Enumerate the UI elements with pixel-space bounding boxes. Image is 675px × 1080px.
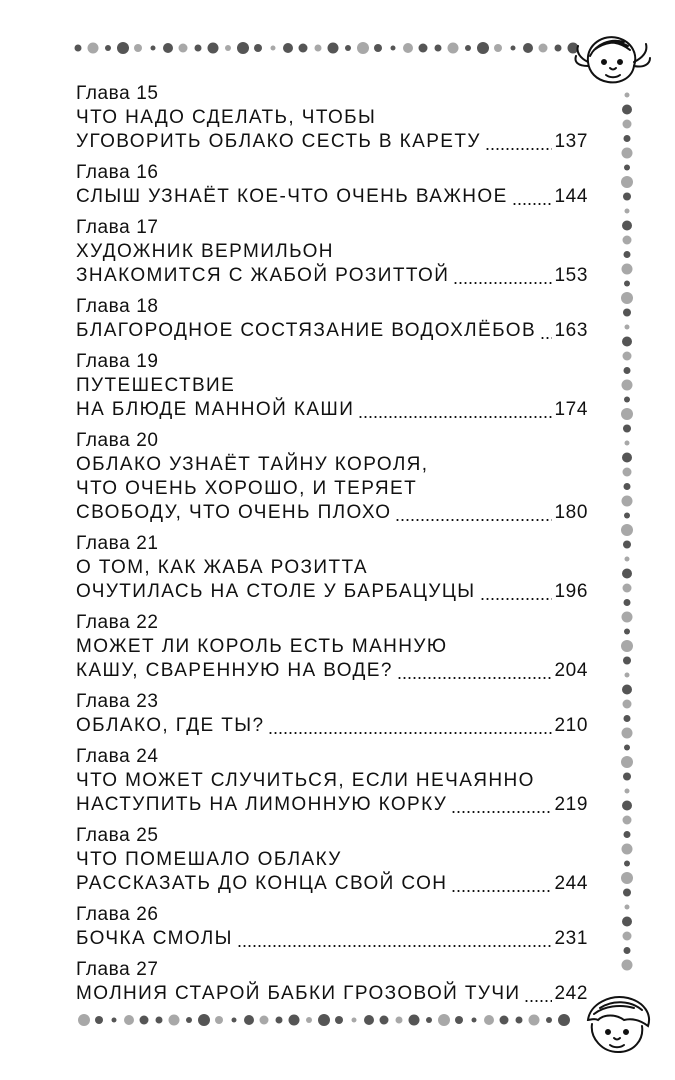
page-number: 137	[554, 131, 588, 152]
border-dot	[232, 1018, 237, 1023]
chapter-title-text: БЛАГОРОДНОЕ СОСТЯЗАНИЕ ВОДОХЛЁБОВ	[76, 320, 537, 341]
border-dot	[624, 715, 631, 722]
boy-face-icon	[580, 990, 660, 1060]
border-dot	[622, 264, 633, 275]
border-dot	[558, 1014, 570, 1026]
border-dot	[625, 905, 630, 910]
border-dot	[380, 1016, 389, 1025]
border-dot	[419, 44, 428, 53]
chapter-label: Глава 15	[76, 83, 159, 104]
border-dot	[306, 1017, 312, 1023]
border-dot	[621, 756, 633, 768]
border-dot	[124, 1015, 134, 1025]
border-dot	[105, 45, 111, 51]
chapter-title-text: НА БЛЮДЕ МАННОЙ КАШИ	[76, 399, 355, 420]
chapter-title-line-with-page	[76, 185, 588, 209]
border-dot	[208, 43, 219, 54]
border-dot	[622, 960, 633, 971]
toc-entry	[76, 295, 588, 343]
border-dot	[455, 1016, 463, 1024]
chapter-title-text: СВОБОДУ, ЧТО ОЧЕНЬ ПЛОХО	[76, 502, 392, 523]
border-dot	[352, 1018, 357, 1023]
border-dot	[624, 831, 631, 838]
border-dot	[225, 45, 231, 51]
border-dot	[624, 745, 630, 751]
border-dot	[345, 45, 351, 51]
page-number: 204	[554, 660, 588, 681]
border-dot	[477, 42, 489, 54]
border-dot	[299, 44, 308, 53]
border-dot	[156, 1017, 163, 1024]
page-number: 231	[554, 928, 588, 949]
chapter-title-text: НАСТУПИТЬ НА ЛИМОННУЮ КОРКУ	[76, 794, 448, 815]
chapter-title-line-with-page	[76, 982, 588, 1006]
border-dot	[289, 1015, 300, 1026]
border-dot	[624, 947, 631, 954]
border-dot	[315, 45, 322, 52]
chapter-title-line-with-page	[76, 872, 588, 896]
border-dot	[140, 1016, 149, 1025]
toc-entry	[76, 824, 588, 896]
border-dot	[78, 1014, 90, 1026]
border-dot	[254, 44, 262, 52]
border-dot	[623, 309, 631, 317]
toc-entry	[76, 82, 588, 154]
border-dot	[625, 325, 630, 330]
border-dot	[335, 1016, 343, 1024]
border-dot	[624, 397, 630, 403]
border-dot	[623, 352, 632, 361]
toc-entry	[76, 216, 588, 288]
dot-leader	[451, 811, 552, 813]
border-dot	[622, 612, 633, 623]
border-dot	[195, 45, 202, 52]
border-dot	[396, 1017, 403, 1024]
border-dot	[357, 42, 369, 54]
border-dot	[511, 46, 516, 51]
border-dot	[624, 629, 630, 635]
border-dot	[623, 193, 631, 201]
dot-leader	[395, 519, 552, 521]
chapter-label: Глава 23	[76, 691, 159, 712]
page-number: 180	[554, 502, 588, 523]
dot-leader	[540, 337, 552, 339]
chapter-title-line-with-page	[76, 501, 588, 525]
border-dot	[318, 1014, 330, 1026]
toc-entry	[76, 429, 588, 525]
toc-entry	[76, 611, 588, 683]
chapter-title-line: ЧТО МОЖЕТ СЛУЧИТЬСЯ, ЕСЛИ НЕЧАЯННО	[76, 770, 535, 791]
border-dot	[95, 1016, 103, 1024]
border-dot	[364, 1015, 374, 1025]
border-dot	[112, 1018, 117, 1023]
border-dot	[198, 1014, 210, 1026]
border-dot	[621, 872, 633, 884]
border-dot	[623, 816, 632, 825]
chapter-title-text: МОЛНИЯ СТАРОЙ БАБКИ ГРОЗОВОЙ ТУЧИ	[76, 983, 521, 1004]
dot-leader	[453, 282, 552, 284]
chapter-label: Глава 20	[76, 430, 159, 451]
dot-leader	[237, 945, 553, 947]
chapter-title-text: ОБЛАКО, ГДЕ ТЫ?	[76, 715, 265, 736]
border-dot	[391, 46, 396, 51]
border-dot	[622, 453, 632, 463]
border-dot	[621, 640, 633, 652]
chapter-title-line: ЧТО ОЧЕНЬ ХОРОШО, И ТЕРЯЕТ	[76, 478, 418, 499]
border-dot	[622, 917, 632, 927]
chapter-title-line-with-page	[76, 398, 588, 422]
border-dot	[624, 483, 631, 490]
border-dot	[529, 1015, 540, 1026]
border-dot	[260, 1016, 269, 1025]
border-dot	[623, 468, 632, 477]
border-dot	[237, 42, 249, 54]
border-dot	[435, 45, 442, 52]
dot-leader	[524, 1000, 552, 1002]
chapter-title-text: УГОВОРИТЬ ОБЛАКО СЕСТЬ В КАРЕТУ	[76, 131, 481, 152]
border-dot	[546, 1017, 552, 1023]
border-dot	[622, 337, 632, 347]
border-dot	[283, 43, 293, 53]
chapter-label: Глава 25	[76, 825, 159, 846]
page-number: 144	[554, 186, 588, 207]
chapter-label: Глава 18	[76, 296, 159, 317]
border-dot	[622, 569, 632, 579]
border-dot	[215, 1016, 223, 1024]
border-dot	[624, 251, 631, 258]
border-dot	[88, 43, 99, 54]
border-dot	[625, 441, 630, 446]
border-dot	[555, 45, 562, 52]
border-dot	[186, 1017, 192, 1023]
chapter-label: Глава 16	[76, 162, 159, 183]
border-dot	[625, 209, 630, 214]
border-dot	[623, 932, 632, 941]
border-dot	[623, 425, 631, 433]
border-dot	[621, 408, 633, 420]
chapter-title-line-with-page	[76, 130, 588, 154]
border-dot	[621, 176, 633, 188]
chapter-title-line-with-page	[76, 714, 588, 738]
border-dot	[622, 221, 632, 231]
border-dot	[426, 1017, 432, 1023]
border-dot	[622, 844, 633, 855]
border-dot	[623, 773, 631, 781]
chapter-title-text: ОЧУТИЛАСЬ НА СТОЛЕ У БАРБАЦУЦЫ	[76, 581, 476, 602]
border-dot	[374, 44, 382, 52]
page-number: 153	[554, 265, 588, 286]
border-dot	[169, 1015, 180, 1026]
border-dot	[623, 889, 631, 897]
border-dot	[523, 43, 533, 53]
chapter-title-text: КАШУ, СВАРЕННУЮ НА ВОДЕ?	[76, 660, 393, 681]
border-dot	[472, 1018, 477, 1023]
border-dot	[75, 45, 82, 52]
border-dot	[624, 861, 630, 867]
border-dot	[623, 584, 632, 593]
border-dot	[624, 599, 631, 606]
table-of-contents	[76, 82, 588, 1013]
border-dot	[117, 42, 129, 54]
border-dot	[179, 44, 188, 53]
chapter-title-line: ОБЛАКО УЗНАЁТ ТАЙНУ КОРОЛЯ,	[76, 454, 429, 475]
chapter-label: Глава 22	[76, 612, 159, 633]
border-dot	[623, 657, 631, 665]
chapter-title-line: ЧТО НАДО СДЕЛАТЬ, ЧТОБЫ	[76, 107, 377, 128]
border-dot	[622, 728, 633, 739]
chapter-title-line-with-page	[76, 580, 588, 604]
toc-entry	[76, 161, 588, 209]
chapter-label: Глава 17	[76, 217, 159, 238]
toc-entry	[76, 690, 588, 738]
page-number: 174	[554, 399, 588, 420]
page-number: 210	[554, 715, 588, 736]
dot-leader	[358, 416, 552, 418]
border-dot	[276, 1017, 283, 1024]
border-dot	[623, 236, 632, 245]
chapter-title-text: БОЧКА СМОЛЫ	[76, 928, 233, 949]
chapter-title-line: МОЖЕТ ЛИ КОРОЛЬ ЕСТЬ МАННУЮ	[76, 636, 448, 657]
border-dot	[328, 43, 339, 54]
border-dot	[500, 1016, 509, 1025]
toc-entry	[76, 958, 588, 1006]
border-dot	[622, 685, 632, 695]
chapter-label: Глава 21	[76, 533, 159, 554]
border-dot	[622, 496, 633, 507]
chapter-title-line: О ТОМ, КАК ЖАБА РОЗИТТА	[76, 557, 368, 578]
border-dot	[623, 541, 631, 549]
border-dot	[163, 43, 173, 53]
page-number: 196	[554, 581, 588, 602]
chapter-title-text: ЗНАКОМИТСЯ С ЖАБОЙ РОЗИТТОЙ	[76, 265, 450, 286]
chapter-title-line: ЧТО ПОМЕШАЛО ОБЛАКУ	[76, 849, 342, 870]
page-number: 244	[554, 873, 588, 894]
chapter-title-line-with-page	[76, 927, 588, 951]
dot-leader	[485, 148, 553, 150]
border-dot	[624, 513, 630, 519]
dot-leader	[397, 677, 553, 679]
chapter-title-text: СЛЫШ УЗНАЁТ КОЕ-ЧТО ОЧЕНЬ ВАЖНОЕ	[76, 186, 508, 207]
border-dot	[516, 1017, 523, 1024]
page-number: 163	[554, 320, 588, 341]
chapter-title-line-with-page	[76, 793, 588, 817]
chapter-title-line-with-page	[76, 319, 588, 343]
toc-entry	[76, 532, 588, 604]
border-dot	[539, 44, 548, 53]
border-dot	[621, 524, 633, 536]
border-dot	[622, 801, 632, 811]
border-dot	[438, 1014, 450, 1026]
chapter-title-line: ХУДОЖНИК ВЕРМИЛЬОН	[76, 241, 334, 262]
chapter-label: Глава 24	[76, 746, 159, 767]
dot-leader	[268, 732, 552, 734]
page-number: 219	[554, 794, 588, 815]
border-dot	[409, 1015, 420, 1026]
chapter-label: Глава 26	[76, 904, 159, 925]
page-number: 242	[554, 983, 588, 1004]
toc-entry	[76, 745, 588, 817]
chapter-label: Глава 19	[76, 351, 159, 372]
border-dot	[134, 44, 142, 52]
border-dot	[624, 135, 631, 142]
border-dot	[465, 45, 471, 51]
chapter-title-line: ПУТЕШЕСТВИЕ	[76, 375, 236, 396]
chapter-label: Глава 27	[76, 959, 159, 980]
border-dot	[622, 380, 633, 391]
border-dot	[403, 43, 413, 53]
border-dot	[625, 557, 630, 562]
chapter-title-line-with-page	[76, 264, 588, 288]
border-dot	[625, 789, 630, 794]
chapter-title-line-with-page	[76, 659, 588, 683]
border-dot	[484, 1015, 494, 1025]
border-dot	[622, 148, 633, 159]
dot-leader	[512, 203, 553, 205]
border-dot	[622, 105, 632, 115]
dot-leader	[451, 890, 552, 892]
border-dot	[151, 46, 156, 51]
border-dot	[625, 673, 630, 678]
border-dot	[623, 120, 632, 129]
border-dot	[624, 165, 630, 171]
border-dot	[271, 46, 276, 51]
border-dot	[244, 1015, 254, 1025]
border-dot	[448, 43, 459, 54]
border-dot	[624, 367, 631, 374]
dot-leader	[480, 598, 553, 600]
border-dot	[624, 281, 630, 287]
border-dot	[494, 44, 502, 52]
border-dot	[623, 700, 632, 709]
toc-entry	[76, 903, 588, 951]
border-dot	[621, 292, 633, 304]
toc-entry	[76, 350, 588, 422]
chapter-title-text: РАССКАЗАТЬ ДО КОНЦА СВОЙ СОН	[76, 873, 448, 894]
